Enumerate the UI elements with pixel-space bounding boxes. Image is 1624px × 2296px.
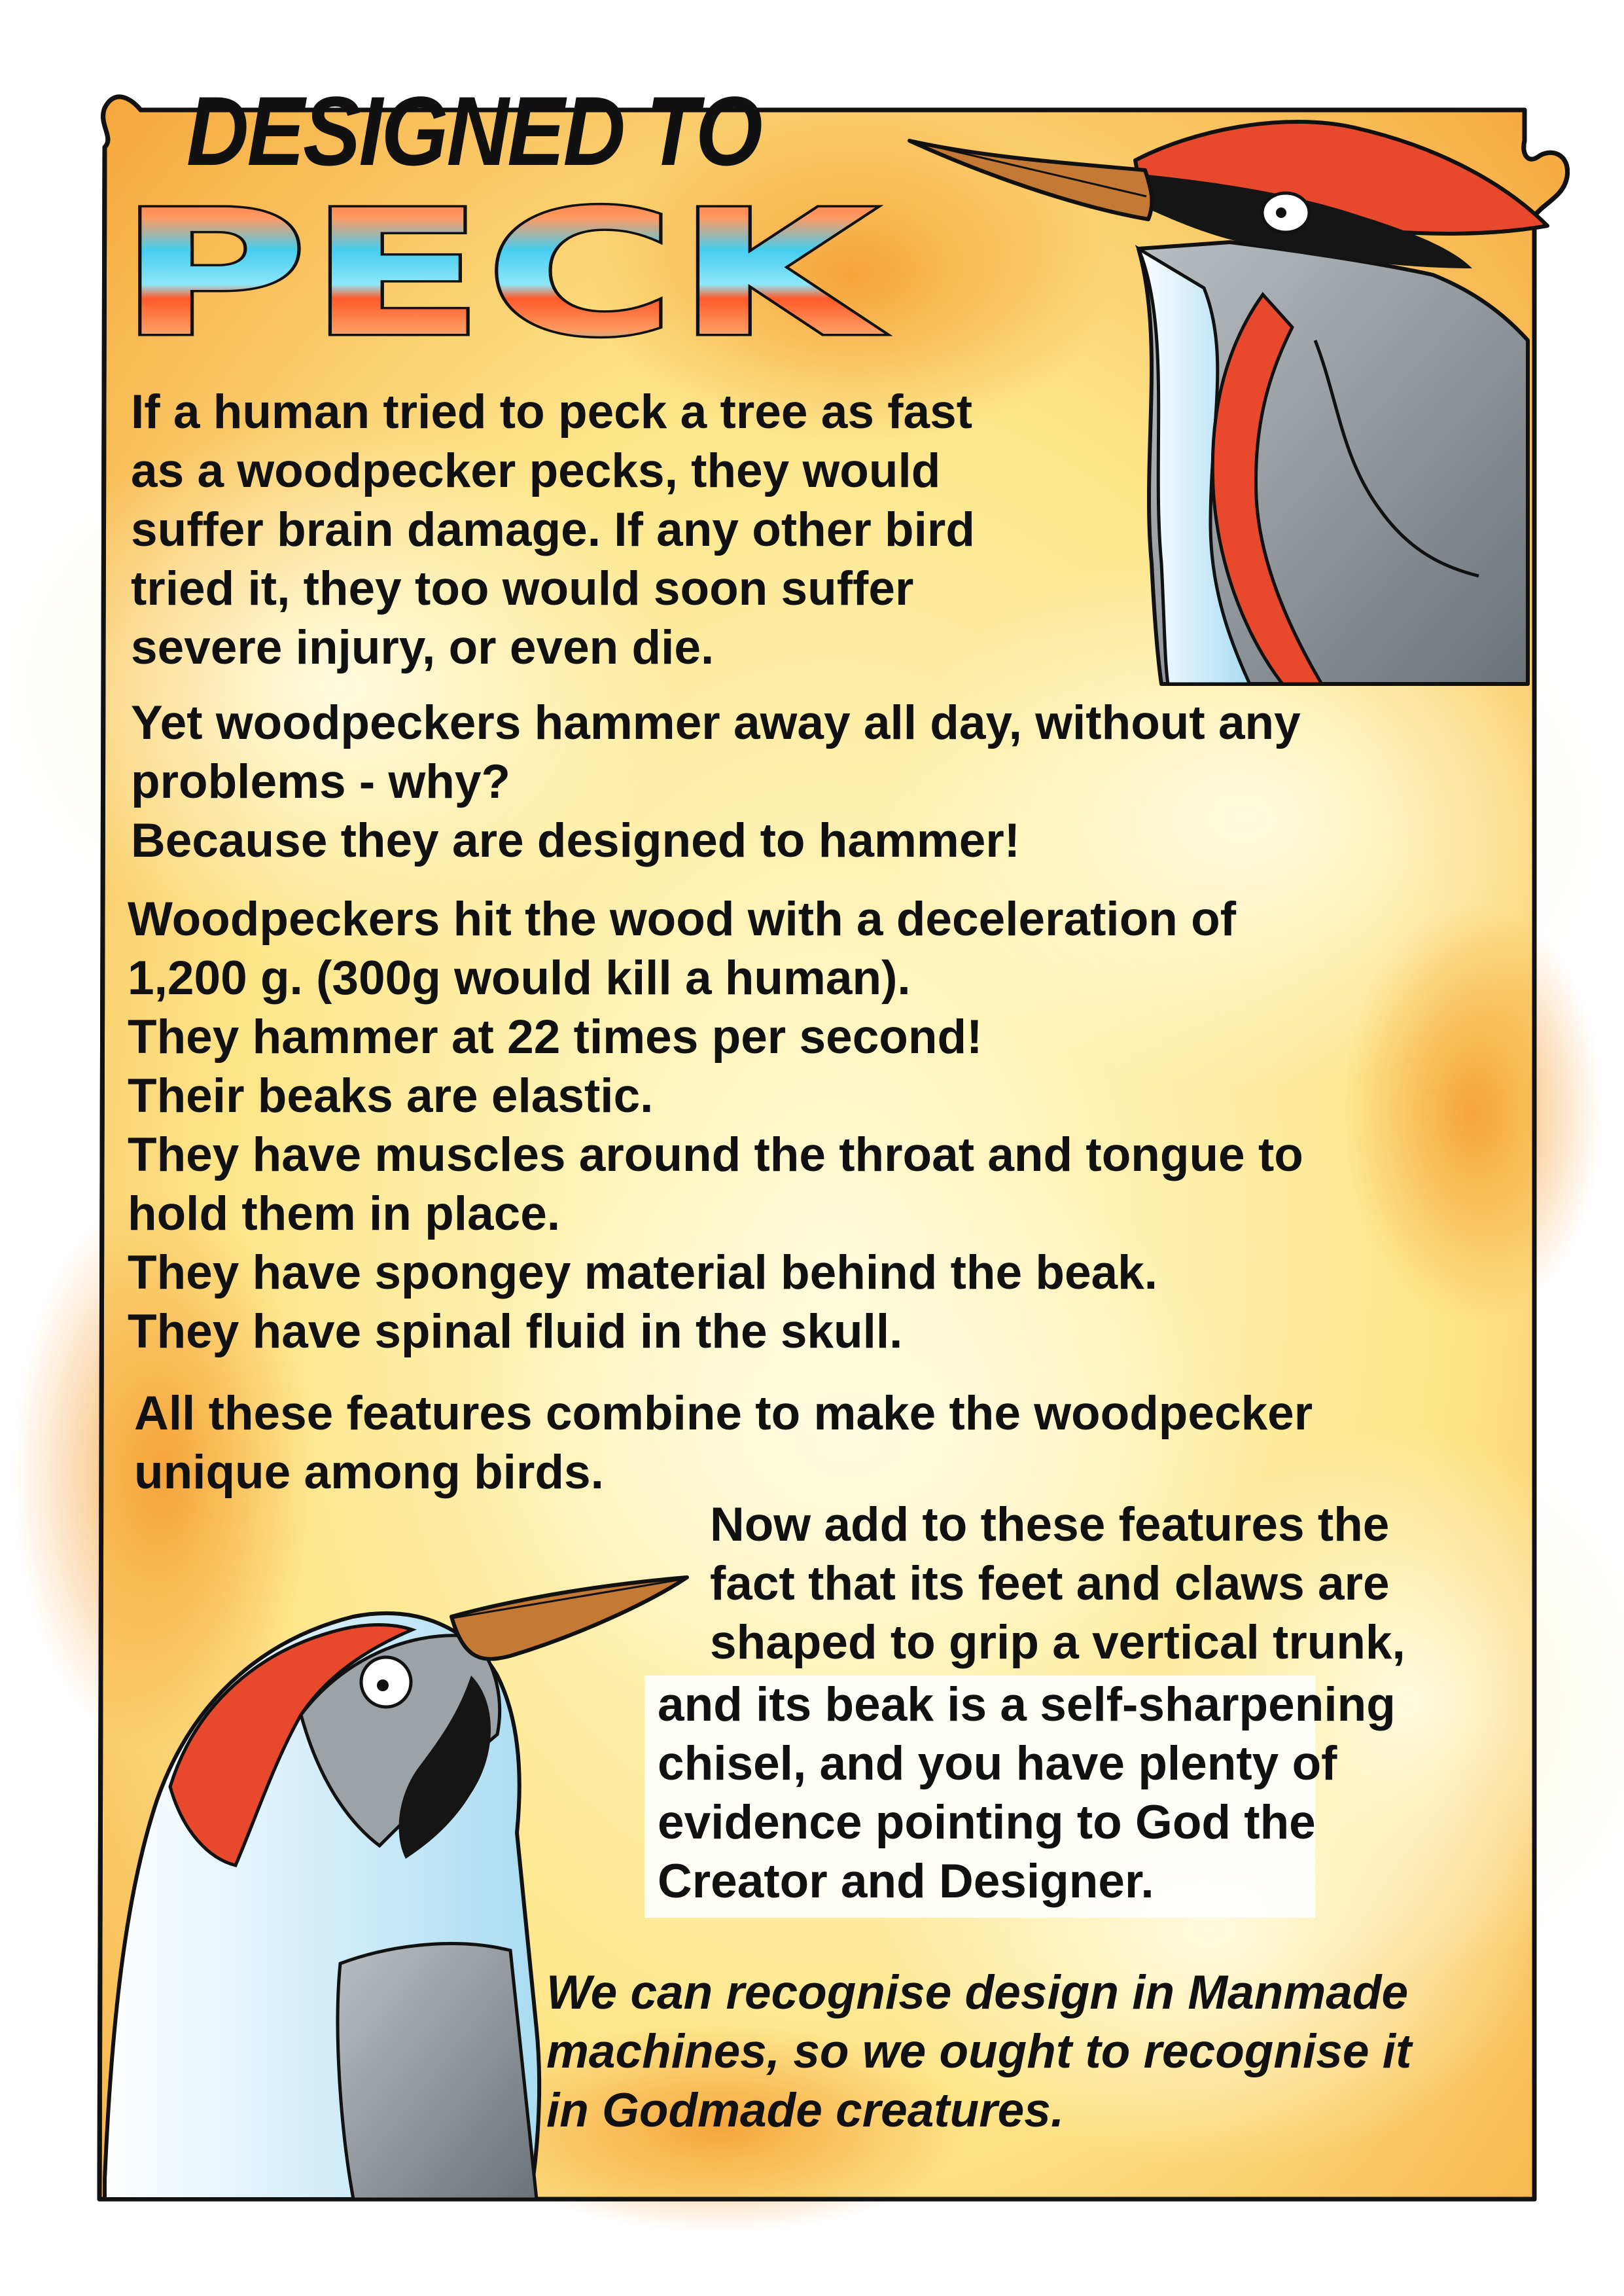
heading-peck-graphic [111, 177, 909, 373]
paragraph-unique-among-birds: All these features combine to make the woodpecker unique among birds. [134, 1387, 1313, 1499]
heading-peck: PECK [118, 177, 887, 373]
paragraph-human-peck: If a human tried to peck a tree as fast as a woodpecker pecks, they would suffer brain damage. If any other bird tried it, they too would soon suffer severe injury, or even die. [131, 386, 975, 674]
heading-designed-to: DESIGNED TO [186, 76, 762, 186]
paragraph-recognise-design: We can recognise design in Manmade machines, so we ought to recognise it in Godmade creatures. [546, 1966, 1412, 2137]
paragraph-hammer-all-day: Yet woodpeckers hammer away all day, without any problems - why? Because they are designed to hammer! [131, 696, 1301, 867]
paragraph-deceleration-facts: Woodpeckers hit the wood with a deceleration of 1,200 g. (300g would kill a human). They hammer at 22 times per second! Their beaks are elastic. They have muscles around the throat and tongue to hold them in place. They have spongey material behind the beak. They have spinal fluid in the skull. [128, 893, 1303, 1358]
paragraph-self-sharpening-chisel: and its beak is a self-sharpening chisel, and you have plenty of evidence pointing to God the Creator and Designer. [658, 1678, 1396, 1908]
paragraph-feet-and-claws: Now add to these features the fact that its feet and claws are shaped to grip a vertical trunk, [710, 1498, 1405, 1669]
